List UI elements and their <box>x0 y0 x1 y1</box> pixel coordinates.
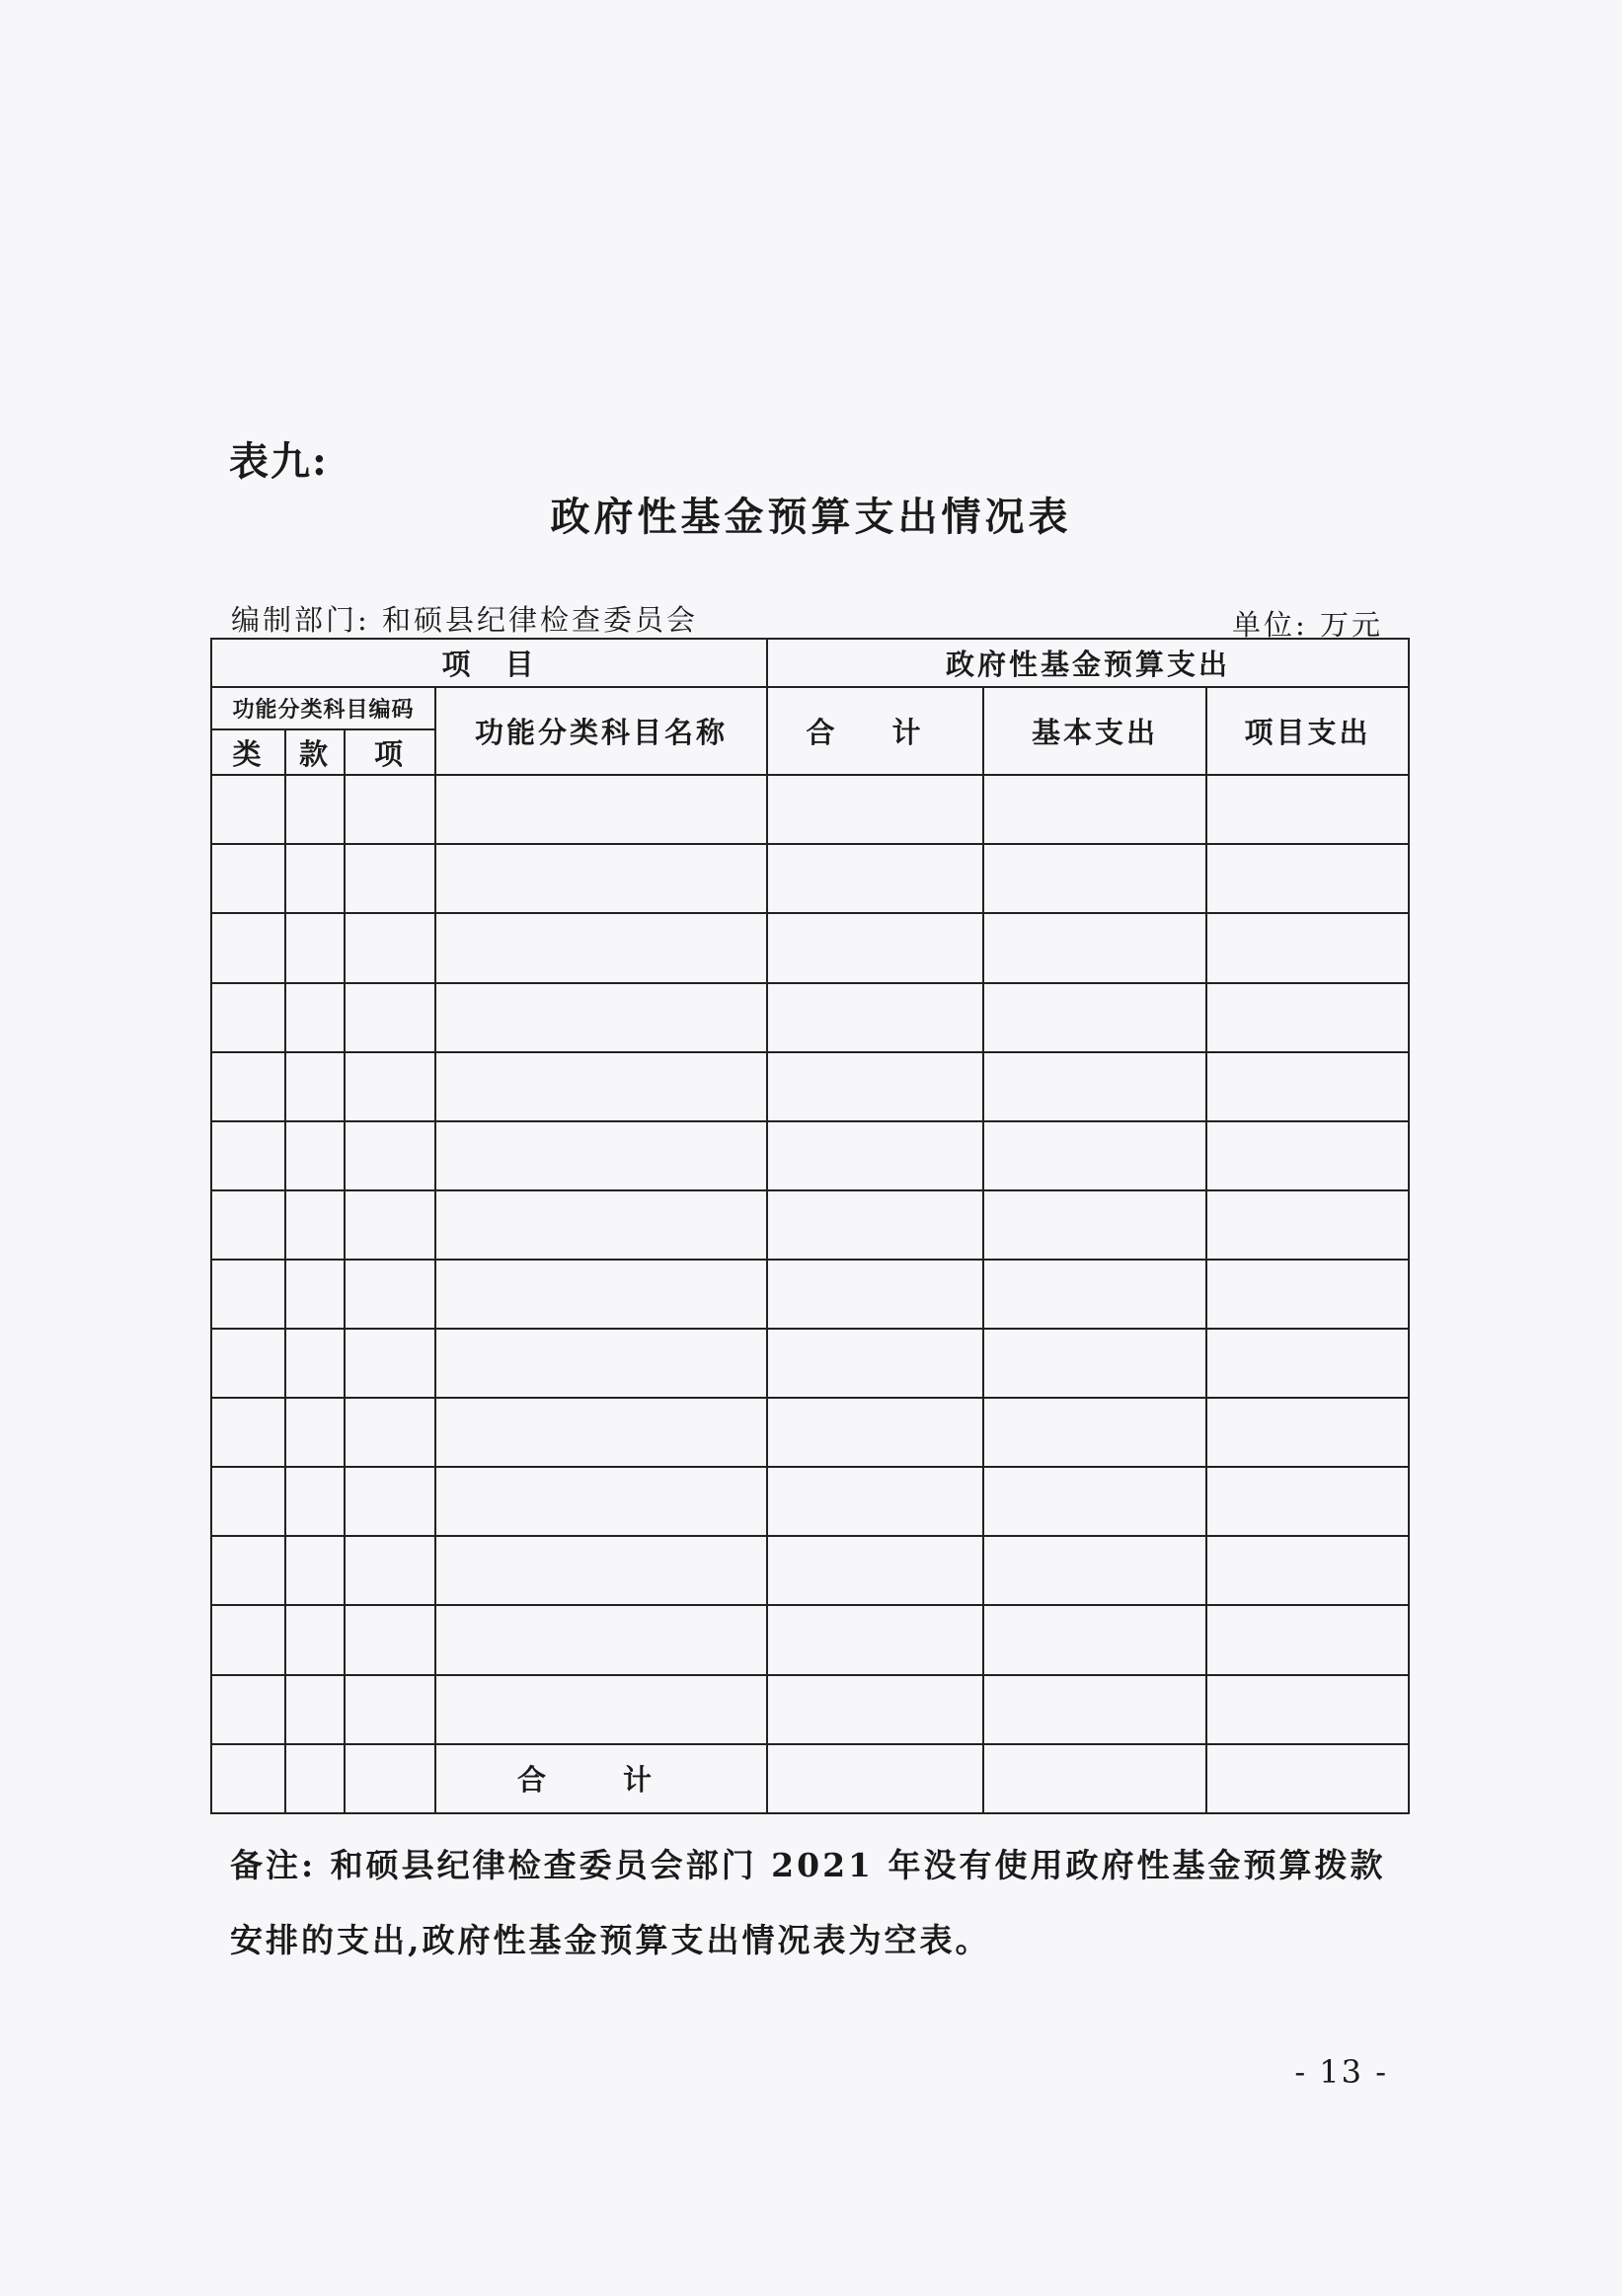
table-cell <box>767 983 983 1052</box>
table-number-label: 表九: <box>229 438 329 485</box>
header-row-2 <box>211 687 1409 730</box>
table-cell <box>345 913 435 982</box>
table-cell <box>285 1467 345 1536</box>
table-cell <box>345 1398 435 1467</box>
table-row <box>211 1121 1409 1190</box>
table-cell <box>285 983 345 1052</box>
table-row <box>211 1536 1409 1605</box>
table-row <box>211 1260 1409 1329</box>
table-cell <box>211 1605 285 1674</box>
table-cell <box>767 1121 983 1190</box>
table-row <box>211 1398 1409 1467</box>
table-cell <box>435 983 767 1052</box>
header-class-cell: 类 <box>211 729 285 775</box>
table-cell <box>767 1052 983 1121</box>
header-section-cell: 款 <box>285 729 345 775</box>
table-cell <box>1206 1121 1409 1190</box>
table-cell <box>345 1260 435 1329</box>
table-cell <box>767 1744 983 1813</box>
header-row-1 <box>211 639 1409 687</box>
table-cell <box>345 1329 435 1398</box>
table-cell <box>983 1190 1206 1260</box>
table-cell <box>345 1190 435 1260</box>
table-cell <box>983 1398 1206 1467</box>
table-cell <box>1206 1190 1409 1260</box>
table-row <box>211 1329 1409 1398</box>
table-cell <box>1206 1536 1409 1605</box>
table-cell <box>1206 1744 1409 1813</box>
table-cell <box>435 1052 767 1121</box>
table-cell <box>345 1052 435 1121</box>
table-cell <box>983 983 1206 1052</box>
table-cell <box>211 1121 285 1190</box>
table-cell <box>767 1605 983 1674</box>
table-cell <box>435 1329 767 1398</box>
total-row <box>211 1744 1409 1813</box>
table-row <box>211 1467 1409 1536</box>
table-cell <box>435 913 767 982</box>
table-cell <box>1206 1675 1409 1744</box>
table-cell <box>435 1536 767 1605</box>
table-cell <box>983 1052 1206 1121</box>
table-cell <box>211 913 285 982</box>
remark-note: 备注: 和硕县纪律检查委员会部门 2021 年没有使用政府性基金预算拨款安排的支出,政府性基金预算支出情况表为空表。 <box>230 1846 1386 1959</box>
table-cell <box>435 1260 767 1329</box>
table-cell <box>767 1329 983 1398</box>
table-cell <box>983 1121 1206 1190</box>
table-cell <box>983 844 1206 913</box>
table-cell <box>345 1605 435 1674</box>
header-project-cell: 项目支出 <box>1206 687 1409 775</box>
table-cell <box>285 1329 345 1398</box>
table-cell <box>285 1190 345 1260</box>
header-item-cell: 项 目 <box>211 639 767 687</box>
table-cell <box>211 1536 285 1605</box>
table-cell <box>285 1121 345 1190</box>
table-row <box>211 1675 1409 1744</box>
table-cell <box>983 913 1206 982</box>
table-cell <box>767 1675 983 1744</box>
table-cell <box>1206 1052 1409 1121</box>
table-row <box>211 1190 1409 1260</box>
table-cell <box>983 1467 1206 1536</box>
fund-expenditure-table <box>210 638 1410 1814</box>
table-cell <box>1206 913 1409 982</box>
table-cell <box>285 1605 345 1674</box>
table-cell <box>983 1536 1206 1605</box>
table-cell <box>1206 1605 1409 1674</box>
header-code-cell: 功能分类科目编码 <box>211 687 435 730</box>
table-cell <box>1206 1329 1409 1398</box>
total-row-label: 合 计 <box>435 1744 767 1813</box>
page-number: - 13 - <box>1294 2053 1388 2091</box>
table-cell <box>1206 1260 1409 1329</box>
table-cell <box>211 1052 285 1121</box>
header-fund-cell: 政府性基金预算支出 <box>767 639 1409 687</box>
table-cell <box>345 844 435 913</box>
table-cell <box>435 1605 767 1674</box>
table-row <box>211 775 1409 844</box>
table-cell <box>435 1121 767 1190</box>
department-label: 编制部门: 和硕县纪律检查委员会 <box>231 603 698 637</box>
table-cell <box>767 1398 983 1467</box>
table-cell <box>345 1744 435 1813</box>
table-cell <box>211 1467 285 1536</box>
table-cell <box>345 1467 435 1536</box>
table-row <box>211 913 1409 982</box>
table-cell <box>1206 1467 1409 1536</box>
table-cell <box>211 1675 285 1744</box>
table-cell <box>767 775 983 844</box>
table-cell <box>345 1675 435 1744</box>
table-cell <box>211 1744 285 1813</box>
page-title: 政府性基金预算支出情况表 <box>550 494 1072 540</box>
table-cell <box>285 844 345 913</box>
table-cell <box>211 983 285 1052</box>
table-cell <box>285 1052 345 1121</box>
table-cell <box>1206 775 1409 844</box>
table-cell <box>285 1536 345 1605</box>
table-cell <box>435 1190 767 1260</box>
header-basic-cell: 基本支出 <box>983 687 1206 775</box>
table-cell <box>285 775 345 844</box>
table-cell <box>767 1467 983 1536</box>
table-cell <box>285 913 345 982</box>
table-cell <box>211 844 285 913</box>
table-cell <box>435 1675 767 1744</box>
table-cell <box>211 1329 285 1398</box>
table-cell <box>767 1260 983 1329</box>
table-cell <box>211 1260 285 1329</box>
table-cell <box>345 1121 435 1190</box>
table-cell <box>345 983 435 1052</box>
table-cell <box>983 775 1206 844</box>
table-cell <box>345 775 435 844</box>
table-cell <box>435 844 767 913</box>
table-cell <box>285 1675 345 1744</box>
table-cell <box>285 1744 345 1813</box>
header-total-cell: 合 计 <box>767 687 983 775</box>
table-cell <box>1206 983 1409 1052</box>
table-cell <box>435 1398 767 1467</box>
table-cell <box>345 1536 435 1605</box>
table-cell <box>983 1329 1206 1398</box>
table-cell <box>435 1467 767 1536</box>
table-cell <box>983 1260 1206 1329</box>
table-cell <box>983 1605 1206 1674</box>
table-cell <box>767 844 983 913</box>
table-cell <box>767 1190 983 1260</box>
table-cell <box>211 1190 285 1260</box>
table-cell <box>285 1260 345 1329</box>
table-row <box>211 1052 1409 1121</box>
table-cell <box>435 775 767 844</box>
table-cell <box>767 1536 983 1605</box>
table-cell <box>1206 844 1409 913</box>
header-name-cell: 功能分类科目名称 <box>435 687 767 775</box>
table-cell <box>285 1398 345 1467</box>
table-cell <box>767 913 983 982</box>
header-item-small-cell: 项 <box>345 729 435 775</box>
table-row <box>211 1605 1409 1674</box>
table-row <box>211 983 1409 1052</box>
table-cell <box>211 1398 285 1467</box>
table-cell <box>1206 1398 1409 1467</box>
table-cell <box>211 775 285 844</box>
table-cell <box>983 1675 1206 1744</box>
table-cell <box>983 1744 1206 1813</box>
table-row <box>211 844 1409 913</box>
unit-label: 单位: 万元 <box>1232 608 1383 642</box>
